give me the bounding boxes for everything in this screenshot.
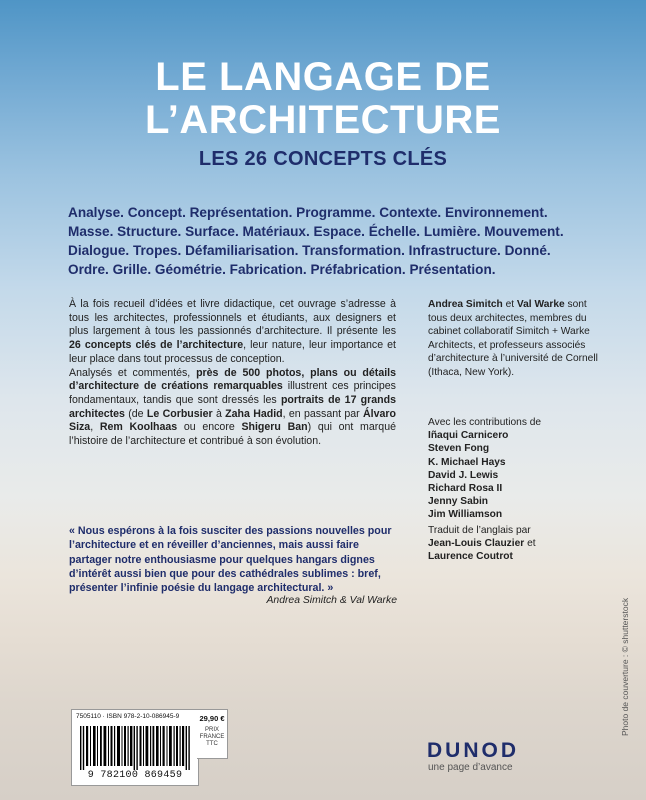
architect-name: Rem Koolhaas	[99, 421, 178, 434]
barcode-icon	[80, 726, 190, 770]
contributors-list	[428, 416, 598, 522]
price-box	[197, 709, 228, 759]
isbn-text: 7505110 · ISBN 978-2-10-086945-9	[76, 713, 180, 720]
concepts-line: Masse. Structure. Surface. Matériaux. Espace. Échelle. Lumière. Mouvement.	[68, 224, 564, 239]
photo-credit: Photo de couverture : © shutterstock	[620, 597, 630, 736]
author-name: Val Warke	[516, 299, 565, 310]
contributor-name: K. Michael Hays	[428, 456, 506, 468]
concepts-list	[68, 203, 598, 279]
architect-name: Le Corbusier	[146, 407, 213, 420]
desc-emphasis: près de 500 photos, plans ou détails d’architecture de créations remarquables	[69, 366, 396, 393]
translators-intro: Traduit de l’anglais par	[428, 525, 531, 536]
contributor-name: Jenny Sabin	[428, 496, 489, 508]
quote-text: « Nous espérons à la fois susciter des passions nouvelles pour l’architecture et en réveiller d’anciennes, mais aussi faire partager notre enthousiasme pour quelques hangars dignes d’intérêt aussi bien que pour des cathédrales sublimes : bref, présenter l’infinie poésie du langage architectural. »	[69, 525, 392, 595]
conjunction: et	[524, 538, 536, 550]
desc-text: à	[212, 407, 226, 420]
desc-text: , en passant par	[282, 407, 364, 420]
desc-emphasis: 26 concepts clés de l’architecture	[69, 339, 244, 352]
concepts-line: Ordre. Grille. Géométrie. Fabrication. Préfabrication. Présentation.	[68, 262, 496, 277]
authors-bio-text: sont tous deux architectes, membres du cabinet collaboratif Simitch + Warke Architects, et professeurs associés d’architecture à l’université de Cornell (Ithaca, New York).	[428, 299, 598, 378]
concepts-line: Dialogue. Tropes. Défamiliarisation. Transformation. Infrastructure. Donné.	[68, 243, 551, 258]
barcode-number: 9 782100 869459	[87, 770, 183, 781]
price-label-line: FRANCE	[199, 734, 225, 740]
architect-name: Zaha Hadid	[225, 407, 283, 420]
price: 29,90 €	[199, 714, 225, 723]
desc-text: (de	[124, 407, 147, 420]
conjunction: et	[502, 299, 517, 310]
architect-name: Álvaro Siza	[69, 407, 397, 434]
contributor-name: Steven Fong	[428, 443, 490, 455]
desc-text: illustrent ces principes fondamentaux, tandis que sont dressés les	[69, 380, 396, 406]
contributor-name: Iñaqui Carnicero	[428, 430, 509, 442]
publisher-name: DUNOD	[427, 739, 519, 762]
desc-text: À la fois recueil d’idées et livre didactique, cet ouvrage s’adresse à tous les architectes, professionnels et étudiants, aux designers et plus largement à tous les passionnés d’architecture. Il présente les	[69, 298, 396, 338]
translator-name: Laurence Coutrot	[428, 551, 513, 563]
price-label-line: TTC	[206, 741, 218, 747]
contributors-intro: Avec les contributions de	[428, 417, 542, 428]
contributor-name: David J. Lewis	[428, 469, 499, 481]
translators	[428, 524, 598, 564]
publisher-logo	[427, 740, 537, 773]
contributor-name: Richard Rosa II	[428, 483, 503, 495]
desc-text: ou encore	[177, 421, 242, 434]
contributor-name: Jim Williamson	[428, 509, 503, 521]
title-line-2: L’ARCHITECTURE	[145, 98, 501, 142]
concepts-line: Analyse. Concept. Représentation. Programme. Contexte. Environnement.	[68, 205, 548, 220]
price-label	[197, 727, 227, 748]
desc-text: Analysés et commentés,	[69, 366, 197, 379]
publisher-tagline: une page d’avance	[428, 762, 513, 773]
desc-text: ,	[90, 421, 100, 434]
book-description	[69, 298, 396, 449]
title-line-1: LE LANGAGE DE	[155, 55, 491, 99]
desc-text: ) qui ont marqué l’histoire de l’architecture et contribué à son évolution.	[69, 421, 396, 448]
barcode-block	[71, 709, 199, 786]
quote-attribution: Andrea Simitch & Val Warke	[266, 595, 397, 606]
price-label-line: PRIX	[204, 727, 219, 733]
desc-emphasis: portraits de 17 grands architectes	[69, 393, 396, 420]
architect-name: Shigeru Ban	[241, 421, 308, 434]
authors-bio	[428, 298, 598, 380]
author-name: Andrea Simitch	[428, 299, 503, 310]
desc-text: , leur nature, leur importance et leur place dans tout processus de conception.	[69, 339, 397, 365]
translator-name: Jean-Louis Clauzier	[428, 538, 525, 550]
subtitle: LES 26 CONCEPTS CLÉS	[198, 148, 448, 170]
